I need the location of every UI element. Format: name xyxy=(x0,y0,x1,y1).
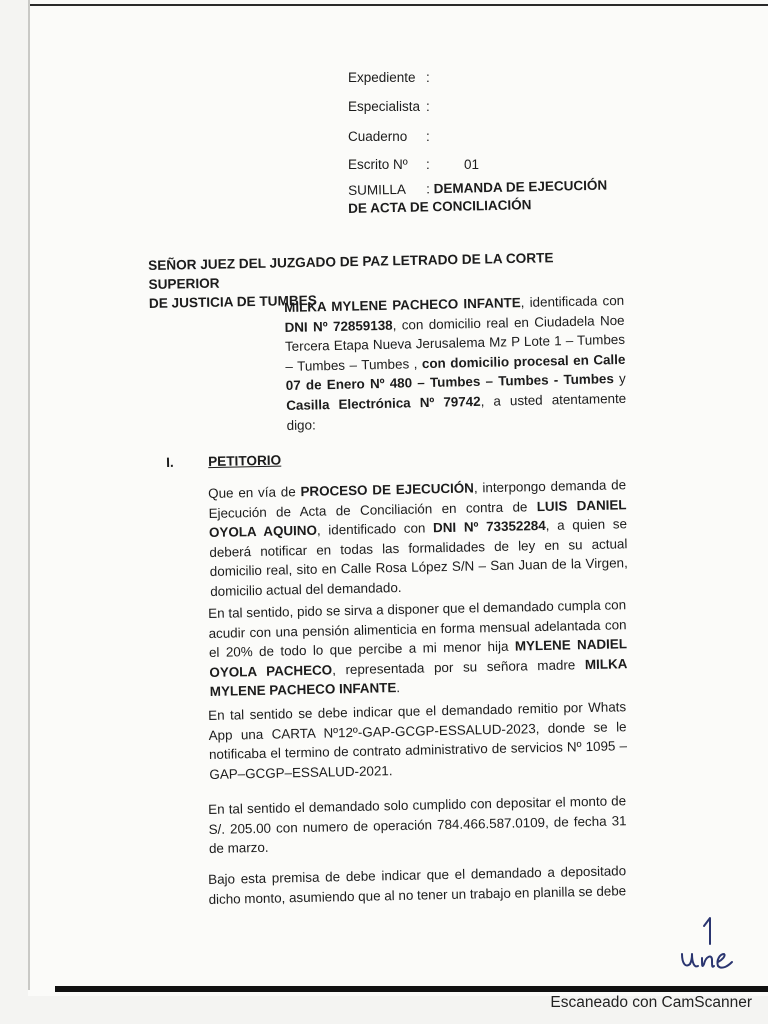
escrito-label: Escrito Nº xyxy=(348,157,408,172)
party-casilla: Casilla Electrónica Nº 79742 xyxy=(286,393,481,413)
p2-madre: MILKA MYLENE PACHECO INFANTE xyxy=(209,656,628,700)
section-number: I. xyxy=(166,454,174,470)
party-dni: DNI Nº 72859138 xyxy=(284,317,393,335)
addressee-line1: SEÑOR JUEZ DEL JUZGADO DE PAZ LETRADO DE LA CORTE SUPERIOR xyxy=(148,250,554,292)
p1-proceso: PROCESO DE EJECUCIÓN xyxy=(300,480,475,500)
p1-dni: DNI Nº 73352284 xyxy=(432,518,546,536)
paragraph-5 xyxy=(208,861,627,909)
expediente-label: Expediente xyxy=(348,70,416,85)
sumilla-row xyxy=(348,178,607,198)
colon: : xyxy=(426,157,430,172)
section-heading xyxy=(166,453,281,470)
especialista-row xyxy=(348,99,464,114)
p1-text: , a quien se deberá notificar en todas las formalidades de ley en su actual domicilio real, sito en Calle Rosa López S/N – San Juan de la Virgen, domicilio actual del demandado. xyxy=(209,516,628,599)
p2-text: . xyxy=(396,680,401,696)
scanner-watermark: Escaneado con CamScanner xyxy=(550,994,752,1011)
escrito-value: 01 xyxy=(464,157,480,172)
colon: : xyxy=(425,181,431,197)
p1-text: , identificado con xyxy=(316,520,426,538)
paragraph-2 xyxy=(208,595,628,702)
paragraph-3 xyxy=(208,697,628,784)
paragraph-4 xyxy=(208,791,627,859)
party-text: y xyxy=(618,371,626,387)
sumilla-label: SUMILLA xyxy=(348,181,407,198)
sumilla-title-line1: DEMANDA DE EJECUCIÓN xyxy=(433,177,608,197)
escrito-row xyxy=(348,157,479,172)
paragraph-1 xyxy=(208,475,628,601)
especialista-label: Especialista xyxy=(348,99,421,114)
p2-hija: MYLENE NADIEL OYOLA PACHECO xyxy=(209,636,628,680)
party-introduction xyxy=(284,291,627,435)
party-text: , a usted atentamente digo: xyxy=(286,390,627,433)
p1-text: Que en vía de xyxy=(208,484,296,501)
colon: : xyxy=(426,99,430,114)
party-text: , con domicilio real en Ciudadela Noe Tercera Etapa Nueva Jerusalema Mz P Lote 1 – Tumbes – Tumbes – Tumbes , xyxy=(284,312,626,374)
handwritten-signature-icon xyxy=(676,914,746,976)
cuaderno-row xyxy=(348,129,464,144)
colon: : xyxy=(426,70,430,85)
p3-text: En tal sentido se debe indicar que el demandado remitio por Whats App una CARTA Nº12º-GAP-GCGP-ESSALUD-2023, donde se le notificaba el termino de contrato administrativo de servicios Nº 1095 –GAP–GCGP–ESSALUD-2021. xyxy=(208,699,628,782)
expediente-row xyxy=(348,70,464,85)
party-name: MILKA MYLENE PACHECO INFANTE xyxy=(284,295,521,315)
p4-text: En tal sentido el demandado solo cumplido con depositar el monto de S/. 205.00 con numero de operación 784.466.587.0109, de fecha 31 de marzo. xyxy=(208,793,627,857)
p1-text: , interpongo demanda de Ejecución de Acta de Conciliación en contra de xyxy=(208,477,627,521)
page-bottom-edge xyxy=(55,986,768,992)
p2-text: En tal sentido, pido se sirva a disponer que el demandado cumpla con acudir con una pensión alimenticia en forma mensual adelantada con el 20% de todo lo que percibe a mi menor hija xyxy=(208,597,627,661)
party-procesal-address: con domicilio procesal en Calle 07 de Enero Nº 480 – Tumbes – Tumbes - Tumbes xyxy=(285,351,626,394)
party-text: , identificada con xyxy=(520,292,625,311)
p5-text: Bajo esta premisa de debe indicar que el demandado a depositado dicho monto, asumiendo que al no tener un trabajo en planilla se debe xyxy=(208,863,627,907)
section-title: PETITORIO xyxy=(207,452,282,470)
colon: : xyxy=(426,129,430,144)
cuaderno-label: Cuaderno xyxy=(348,129,408,144)
addressee-line2: DE JUSTICIA DE TUMBES xyxy=(148,292,317,311)
p2-text: , representada por su señora madre xyxy=(331,657,576,678)
sumilla-title-line2: DE ACTA DE CONCILIACIÓN xyxy=(348,197,532,216)
handwritten-page-number xyxy=(676,914,746,981)
p1-demandado: LUIS DANIEL OYOLA AQUINO xyxy=(208,496,627,541)
